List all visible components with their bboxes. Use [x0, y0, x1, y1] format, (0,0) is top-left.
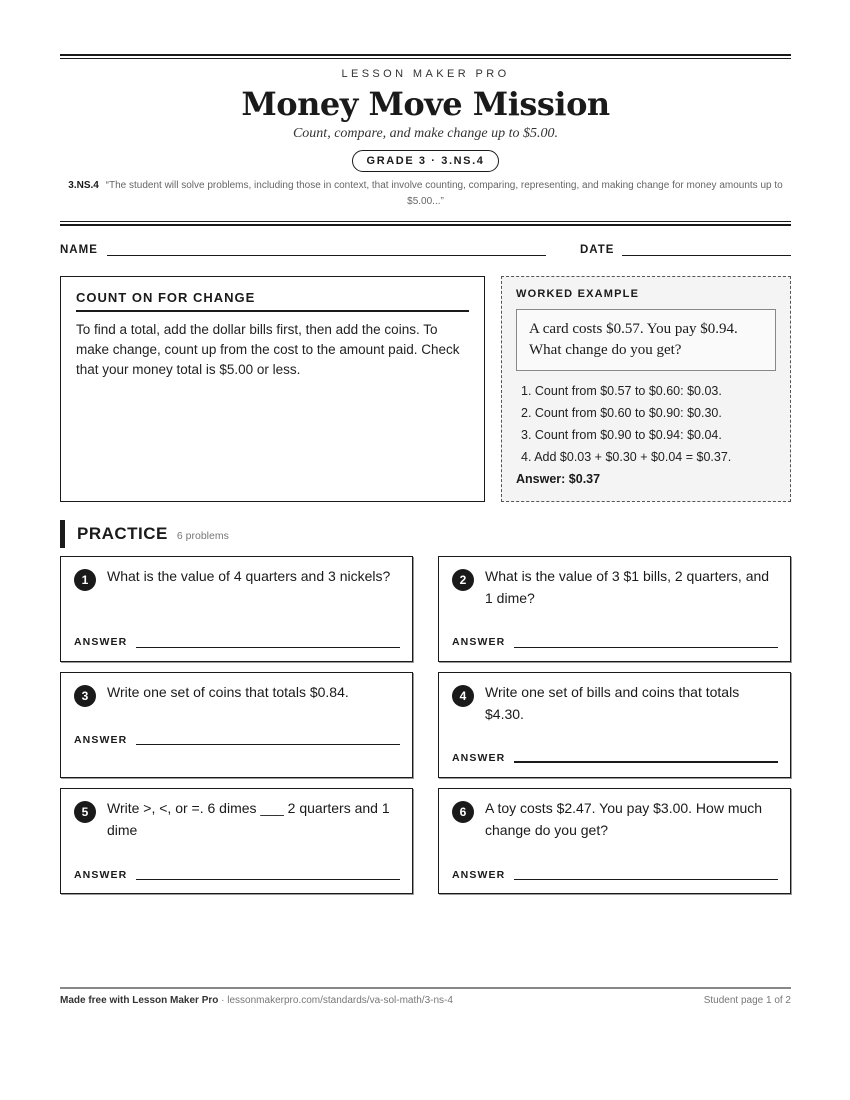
standard-code: 3.NS.4: [68, 180, 99, 191]
footer-page-number: Student page 1 of 2: [703, 995, 791, 1006]
footer-rule: [60, 987, 791, 989]
problem-question: What is the value of 3 $1 bills, 2 quarters, and 1 dime?: [485, 568, 770, 606]
date-label: DATE: [580, 244, 615, 256]
practice-title: PRACTICE: [77, 524, 168, 543]
count-on-box: [60, 276, 485, 502]
problem-card-5: [60, 788, 413, 894]
footer-made-with: Made free with Lesson Maker Pro: [60, 995, 219, 1006]
standard-text: “The student will solve problems, including those in context, that involve counting, comparing, representing, and making change for money amounts up to $5.00...”: [105, 180, 783, 207]
name-date-row: [60, 244, 791, 260]
worked-example-question: A card costs $0.57. You pay $0.94. What change do you get?: [516, 309, 776, 371]
practice-count: 6 problems: [176, 529, 229, 542]
answer-label: ANSWER: [452, 752, 506, 764]
problem-number: 1: [74, 569, 96, 591]
problem-number: 5: [74, 801, 96, 823]
answer-field-5[interactable]: [136, 879, 400, 880]
worked-example-steps: [516, 380, 776, 468]
answer-label: ANSWER: [74, 869, 128, 881]
problem-number: 3: [74, 685, 96, 707]
worked-step: 4. Add $0.03 + $0.30 + $0.04 = $0.37.: [521, 450, 732, 464]
problem-card-2: [438, 556, 791, 662]
header-top-rule: [60, 54, 791, 59]
problem-question: Write >, <, or =. 6 dimes ___ 2 quarters and 1 dime: [107, 800, 390, 838]
worked-example-heading: WORKED EXAMPLE: [516, 288, 640, 300]
worked-step: 1. Count from $0.57 to $0.60: $0.03.: [521, 384, 722, 398]
answer-label: ANSWER: [452, 636, 506, 648]
worked-example-answer: Answer: $0.37: [516, 472, 601, 486]
problem-card-6: [438, 788, 791, 894]
name-label: NAME: [60, 244, 98, 256]
worked-step: 3. Count from $0.90 to $0.94: $0.04.: [521, 428, 722, 442]
name-field[interactable]: [107, 255, 546, 256]
header-bottom-rule: [60, 221, 791, 226]
count-on-heading: COUNT ON FOR CHANGE: [76, 290, 469, 312]
problem-number: 6: [452, 801, 474, 823]
worksheet-title: Money Move Mission: [241, 85, 610, 123]
problem-question: A toy costs $2.47. You pay $3.00. How much change do you get?: [485, 800, 763, 838]
answer-field-3[interactable]: [136, 744, 400, 745]
footer: [60, 995, 791, 1006]
problem-number: 2: [452, 569, 474, 591]
standard-description: [60, 178, 791, 210]
footer-url: · lessonmakerpro.com/standards/va-sol-math/3-ns-4: [218, 995, 453, 1006]
worked-step: 2. Count from $0.60 to $0.90: $0.30.: [521, 406, 722, 420]
worksheet-subtitle: Count, compare, and make change up to $5.00.: [292, 126, 559, 141]
brand-name: LESSON MAKER PRO: [341, 68, 510, 80]
date-field[interactable]: [622, 255, 791, 256]
worksheet-page: [60, 54, 791, 881]
answer-field-2[interactable]: [514, 647, 778, 648]
answer-field-4[interactable]: [514, 761, 778, 763]
problem-card-1: [60, 556, 413, 662]
problem-question: Write one set of coins that totals $0.84.: [107, 684, 349, 700]
answer-label: ANSWER: [74, 734, 128, 746]
problem-number: 4: [452, 685, 474, 707]
answer-field-6[interactable]: [514, 879, 778, 880]
worked-example-box: [501, 276, 791, 502]
problem-card-3: [60, 672, 413, 778]
answer-label: ANSWER: [74, 636, 128, 648]
answer-label: ANSWER: [452, 869, 506, 881]
problem-question: Write one set of bills and coins that totals $4.30.: [485, 684, 740, 722]
count-on-body: To find a total, add the dollar bills first, then add the coins. To make change, count up from the cost to the amount paid. Check that your money total is $5.00 or less.: [76, 322, 460, 377]
problem-question: What is the value of 4 quarters and 3 nickels?: [107, 568, 391, 584]
answer-field-1[interactable]: [136, 647, 400, 648]
problem-card-4: [438, 672, 791, 778]
practice-header: [60, 520, 229, 548]
grade-standard-badge: GRADE 3 · 3.NS.4: [352, 150, 500, 172]
